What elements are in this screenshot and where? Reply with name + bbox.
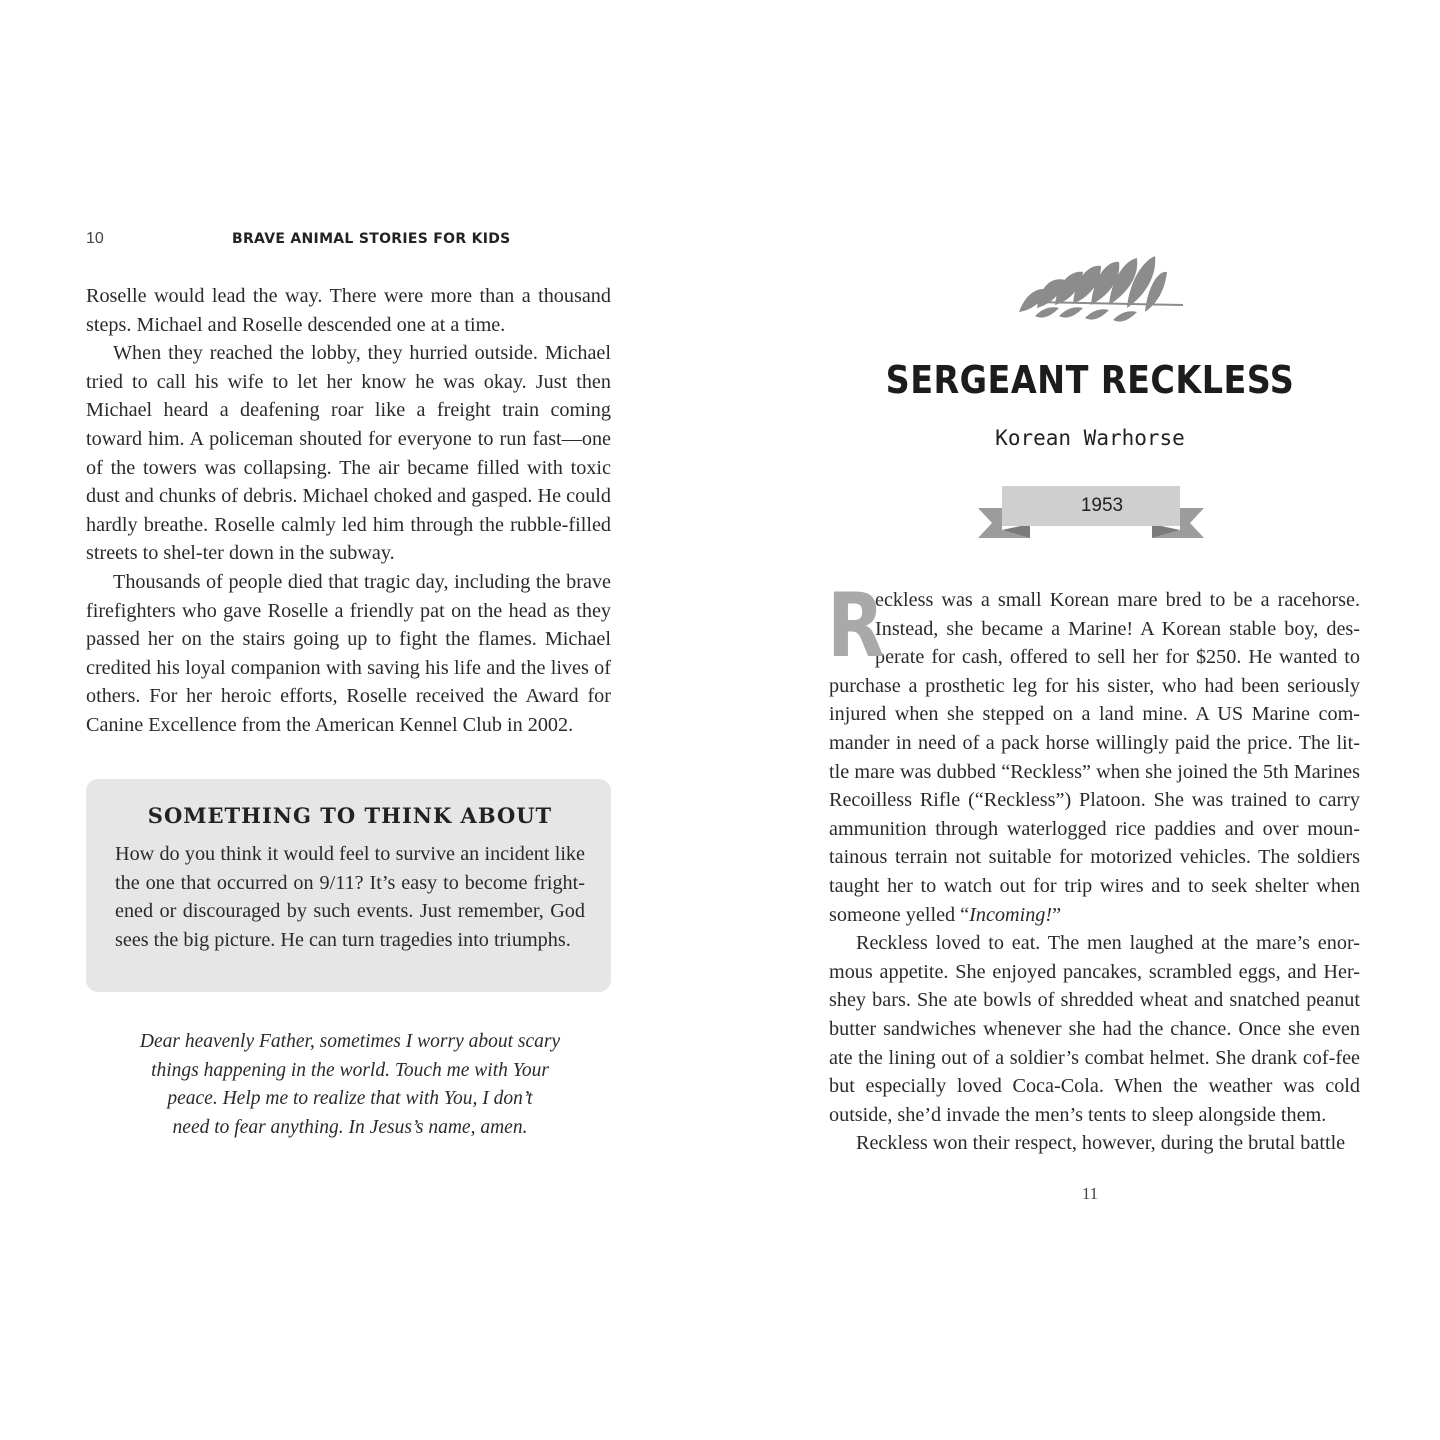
chapter-title: SERGEANT RECKLESS (885, 358, 1295, 402)
prayer-line: peace. Help me to realize that with You, I don’t (167, 1088, 533, 1110)
paragraph-text: ” (1052, 903, 1062, 926)
page-number-left: 10 (86, 230, 104, 247)
sidebar-body: How do you think it would feel to survive an incident like the one that occurred on 9/11? It’s easy to become fright-ened or discouraged by such events. Just remember, God sees the big picture. He can turn tragedies into triumphs. (115, 843, 585, 951)
year-banner (978, 486, 1204, 540)
drop-cap: R (827, 574, 885, 677)
prayer-line: Dear heavenly Father, sometimes I worry about scary (139, 1031, 561, 1052)
first-paragraph (827, 574, 1360, 929)
paragraph: When they reached the lobby, they hurried outside. Michael tried to call his wife to let her know he was okay. Just then Michael heard a deafening roar like a freight train coming toward him. A policeman shouted for everyone to run fast—one of the towers was collapsing. The air became filled with toxic dust and chunks of debris. Michael choked and gasped. He could hardly breathe. Roselle calmly led him through the rubble-filled streets to shel-ter down in the subway. (86, 342, 611, 565)
leaf-icon (1015, 250, 1185, 325)
paragraph: Reckless loved to eat. The men laughed at the mare’s enor-mous appetite. She enjoyed pancakes, scrambled eggs, and Her-shey bars. She ate bowls of shredded wheat and snatched peanut butter sandwiches whenever she had the chance. Once she even ate the lining out of a soldier’s combat helmet. She drank cof-fee but especially loved Coca-Cola. When the weather was cold outside, she’d invade the men’s tents to sleep alongside them. (829, 932, 1360, 1126)
prayer-line: need to fear anything. In Jesus’s name, amen. (172, 1116, 528, 1138)
chapter-subtitle: Korean Warhorse (995, 426, 1185, 450)
prayer-line: things happening in the world. Touch me with Your (151, 1059, 549, 1081)
paragraph: Roselle would lead the way. There were more than a thousand steps. Michael and Roselle descended one at a time. (86, 285, 611, 336)
italic-text: Incoming! (969, 903, 1053, 926)
right-body-text (827, 574, 1360, 1158)
page-number-right: 11 (1081, 1184, 1099, 1203)
sidebar-title: SOMETHING TO THINK ABOUT (147, 803, 553, 828)
right-page (720, 0, 1440, 1440)
think-about-sidebar (86, 779, 611, 992)
left-body-text (86, 282, 611, 740)
prayer (120, 1028, 580, 1142)
paragraph: Thousands of people died that tragic day, including the brave firefighters who gave Roselle a friendly pat on the head as they passed her on the stairs going up to fight the flames. Michael credited his loyal companion with saving his life and the lives of others. For her heroic efforts, Roselle received the Award for Canine Excellence from the American Kennel Club in 2002. (86, 570, 611, 736)
paragraph: Reckless won their respect, however, during the brutal battle (856, 1132, 1346, 1155)
banner-year: 1953 (1080, 495, 1124, 516)
paragraph-text: eckless was a small Korean mare bred to be a racehorse. Instead, she became a Marine! A Korean stable boy, des-perate for cash, offered to sell her for $250. He wanted to purchase a prosthetic leg for his sister, who had been seriously injured when she stepped on a land mine. A US Marine com-mander in need of a pack horse willingly paid the price. The lit-tle mare was dubbed “Reckless” when she joined the 5th Marines Recoilless Rifle (“Reckless”) Platoon. She was trained to carry ammunition through waterlogged rice paddies and over moun-tainous terrain not suitable for motorized vehicles. The soldiers taught her to watch out for trip wires and to seek shelter when someone yelled “ (829, 589, 1360, 926)
book-title: BRAVE ANIMAL STORIES FOR KIDS (232, 231, 511, 247)
running-head (86, 230, 616, 252)
